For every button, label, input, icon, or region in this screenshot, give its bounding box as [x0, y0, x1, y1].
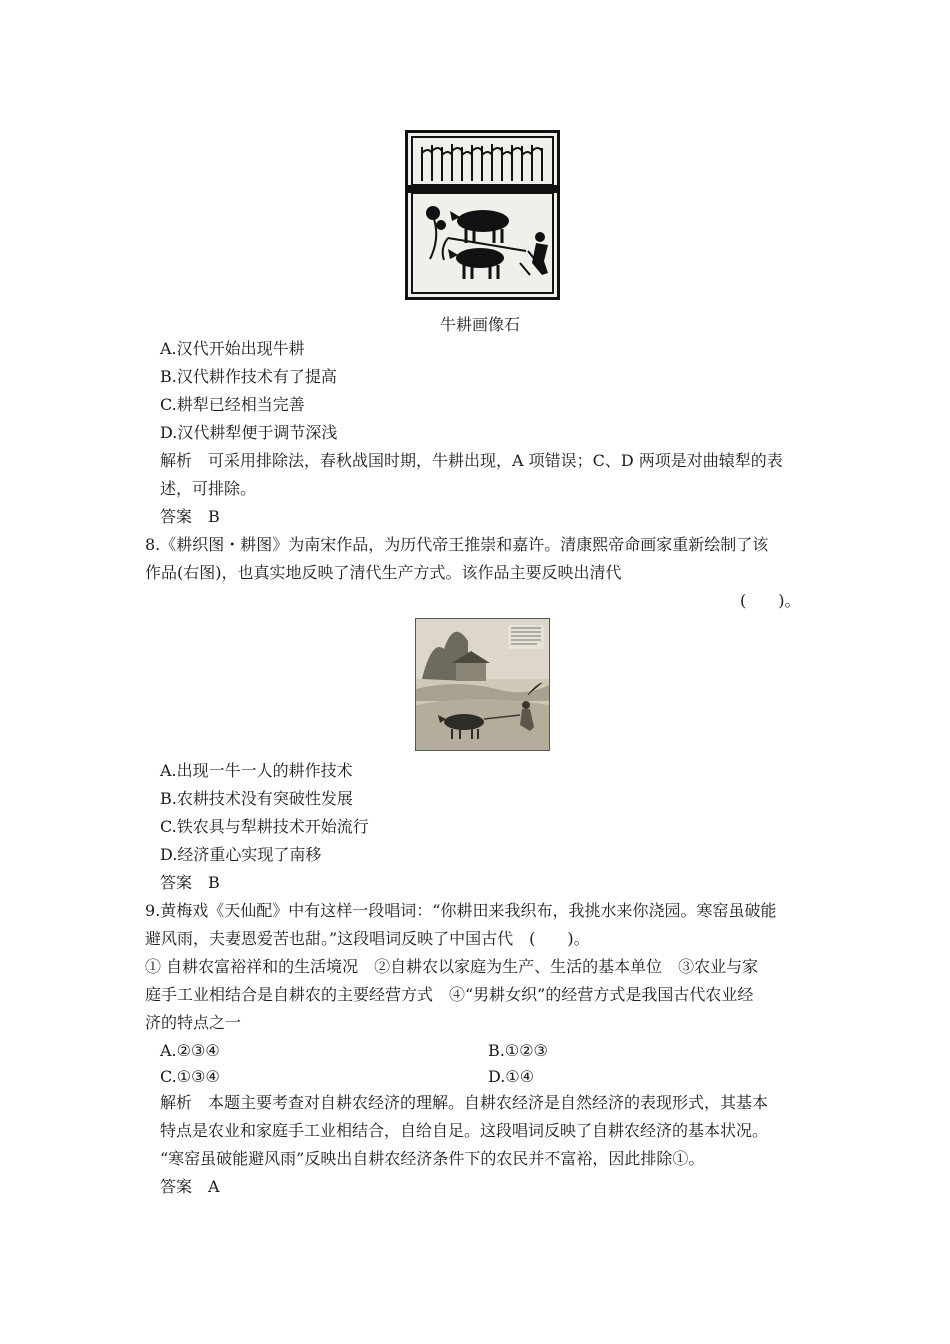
- q9-stem-line-2: 避风雨，夫妻恩爱苦也甜。”这段唱词反映了中国古代 ( )。: [145, 929, 590, 948]
- q9-analysis-line-1: 解析 本题主要考查对自耕农经济的理解。自耕农经济是自然经济的表现形式，其基本: [160, 1093, 769, 1112]
- q8-option-b: B.农耕技术没有突破性发展: [160, 789, 353, 808]
- q7-option-b: B.汉代耕作技术有了提高: [160, 367, 337, 386]
- q9-analysis-line-3: “寒窑虽破能避风雨”反映出自耕农经济条件下的农民并不富裕，因此排除①。: [160, 1149, 705, 1168]
- q8-answer: 答案 B: [160, 873, 220, 892]
- painting-drawing: [416, 619, 549, 750]
- q9-option-b: B.①②③: [488, 1041, 548, 1060]
- q8-stem-line-1: 8.《耕织图・耕图》为南宋作品，为历代帝王推崇和嘉许。清康熙帝命画家重新绘制了该: [145, 535, 769, 554]
- stone-relief-drawing: [408, 133, 557, 297]
- q8-option-c: C.铁农具与犁耕技术开始流行: [160, 817, 369, 836]
- q7-option-c: C.耕犁已经相当完善: [160, 395, 305, 414]
- ox-plowing-stone-relief-image: [405, 130, 560, 300]
- q8-answer-blank: ( )。: [740, 591, 801, 610]
- q9-analysis-line-2: 特点是农业和家庭手工业相结合，自给自足。这段唱词反映了自耕农经济的基本状况。: [160, 1121, 769, 1140]
- q7-analysis-line-2: 述，可排除。: [160, 479, 257, 498]
- q8-option-a: A.出现一牛一人的耕作技术: [160, 761, 353, 780]
- q9-statements-line-3: 济的特点之一: [145, 1013, 242, 1032]
- q7-option-a: A.汉代开始出现牛耕: [160, 339, 305, 358]
- q7-option-d: D.汉代耕犁便于调节深浅: [160, 423, 338, 442]
- q8-option-d: D.经济重心实现了南移: [160, 845, 322, 864]
- q7-answer: 答案 B: [160, 507, 220, 526]
- q9-stem-line-1: 9.黄梅戏《天仙配》中有这样一段唱词：“你耕田来我织布，我挑水来你浇园。寒窑虽破能: [145, 901, 777, 920]
- q9-option-d: D.①④: [488, 1067, 535, 1086]
- q9-option-a: A.②③④: [160, 1041, 220, 1060]
- q9-statements-line-2: 庭手工业相结合是自耕农的主要经营方式 ④“男耕女织”的经营方式是我国古代农业经: [145, 985, 754, 1004]
- plowing-painting-image: [415, 618, 550, 751]
- q9-answer: 答案 A: [160, 1177, 220, 1196]
- figure-caption: 牛耕画像石: [440, 315, 521, 334]
- q9-statements-line-1: ① 自耕农富裕祥和的生活境况 ②自耕农以家庭为生产、生活的基本单位 ③农业与家: [145, 957, 759, 976]
- q9-option-c: C.①③④: [160, 1067, 220, 1086]
- q8-stem-line-2: 作品(右图)，也真实地反映了清代生产方式。该作品主要反映出清代: [145, 563, 622, 582]
- q7-analysis-line-1: 解析 可采用排除法，春秋战国时期，牛耕出现，A 项错误；C、D 两项是对曲辕犁的表: [160, 451, 783, 470]
